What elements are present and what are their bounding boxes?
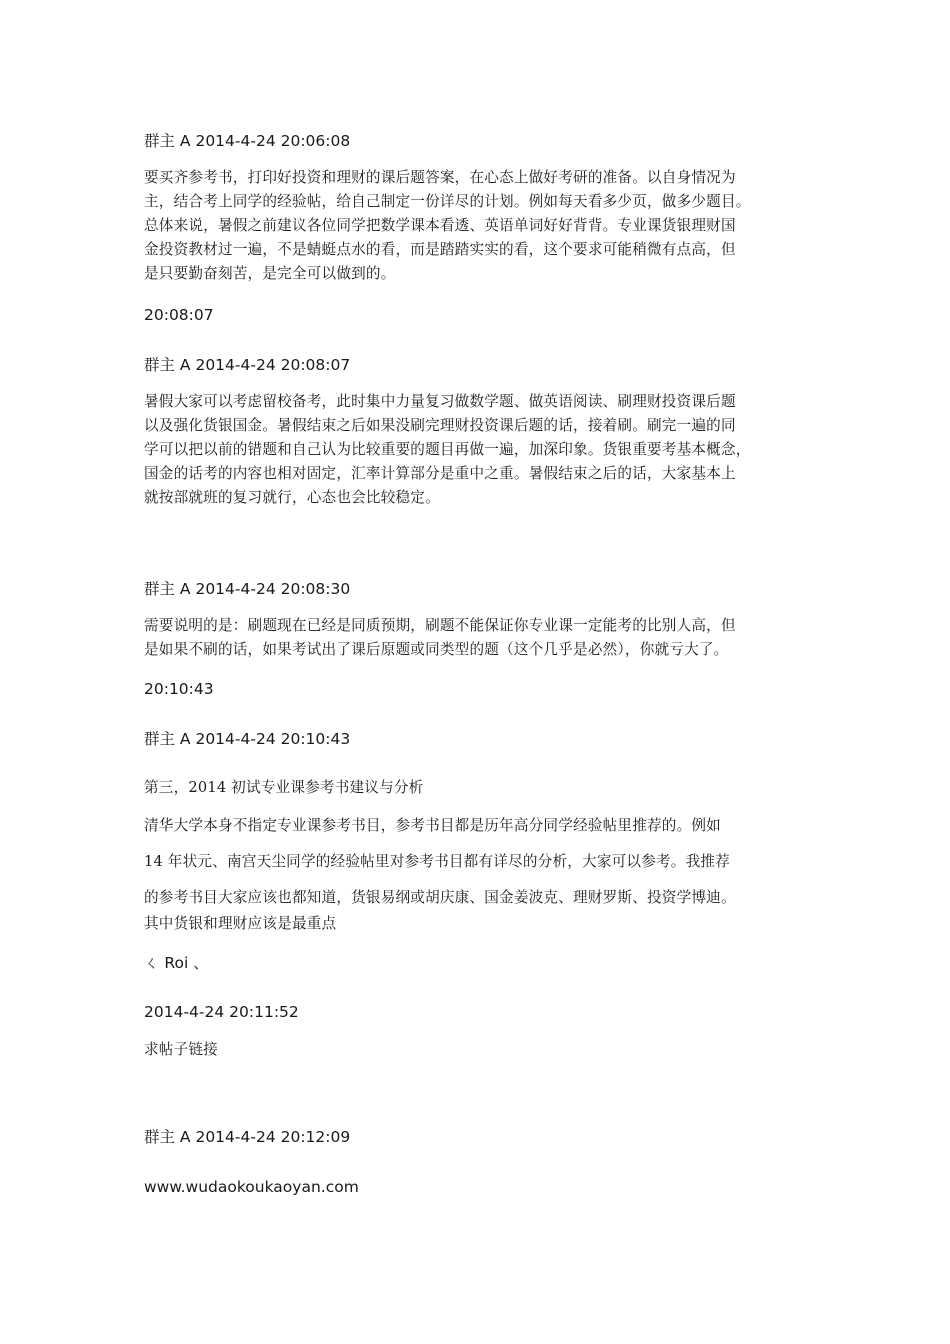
post-line: 是如果不刷的话，如果考试出了课后原题或同类型的题（这个几乎是必然），你就亏大了。 (144, 641, 729, 658)
post-line: 总体来说，暑假之前建议各位同学把数学课本看透、英语单词好好背背。专业课货银理财国 (144, 217, 736, 234)
post-line: 需要说明的是：刷题现在已经是同质预期，刷题不能保证你专业课一定能考的比别人高，但 (144, 617, 736, 634)
post-line: 国金的话考的内容也相对固定，汇率计算部分是重中之重。暑假结束之后的话，大家基本上 (144, 465, 736, 482)
post-link[interactable]: www.wudaokoukaoyan.com (144, 1178, 359, 1196)
post-header: 群主 A 2014-4-24 20:10:43 (144, 730, 351, 748)
post-line: 其中货银和理财应该是最重点 (144, 915, 337, 932)
post-line: 14 年状元、南宫天尘同学的经验帖里对参考书目都有详尽的分析，大家可以参考。我推荐 (144, 853, 730, 870)
time-stamp: 20:08:07 (144, 306, 214, 324)
post-line: 清华大学本身不指定专业课参考书目，参考书目都是历年高分同学经验帖里推荐的。例如 (144, 817, 721, 834)
post-author: ㄑ Roi 、 (144, 954, 209, 972)
post-line: 主，结合考上同学的经验帖，给自己制定一份详尽的计划。例如每天看多少页，做多少题目。 (144, 193, 751, 210)
post-line: 要买齐参考书，打印好投资和理财的课后题答案，在心态上做好考研的准备。以自身情况为 (144, 169, 736, 186)
post-header: 群主 A 2014-4-24 20:08:07 (144, 356, 351, 374)
post-header: 群主 A 2014-4-24 20:12:09 (144, 1128, 351, 1146)
post-line: 是只要勤奋刻苦，是完全可以做到的。 (144, 265, 396, 282)
post-header: 群主 A 2014-4-24 20:06:08 (144, 132, 351, 150)
post-line: 的参考书目大家应该也都知道，货银易纲或胡庆康、国金姜波克、理财罗斯、投资学博迪。 (144, 889, 736, 906)
post-header: 群主 A 2014-4-24 20:08:30 (144, 580, 351, 598)
post-line: 金投资教材过一遍，不是蜻蜓点水的看，而是踏踏实实的看，这个要求可能稍微有点高，但 (144, 241, 736, 258)
post-line: 就按部就班的复习就行，心态也会比较稳定。 (144, 489, 440, 506)
time-stamp: 2014-4-24 20:11:52 (144, 1003, 299, 1021)
post-line: 以及强化货银国金。暑假结束之后如果没刷完理财投资课后题的话，接着刷。刷完一遍的同 (144, 417, 736, 434)
post-line: 求帖子链接 (144, 1041, 218, 1058)
post-line: 学可以把以前的错题和自己认为比较重要的题目再做一遍，加深印象。货银重要考基本概念， (144, 441, 751, 458)
post-line: 暑假大家可以考虑留校备考，此时集中力量复习做数学题、做英语阅读、刷理财投资课后题 (144, 393, 736, 410)
post-line: 第三，2014 初试专业课参考书建议与分析 (144, 779, 424, 796)
time-stamp: 20:10:43 (144, 680, 214, 698)
